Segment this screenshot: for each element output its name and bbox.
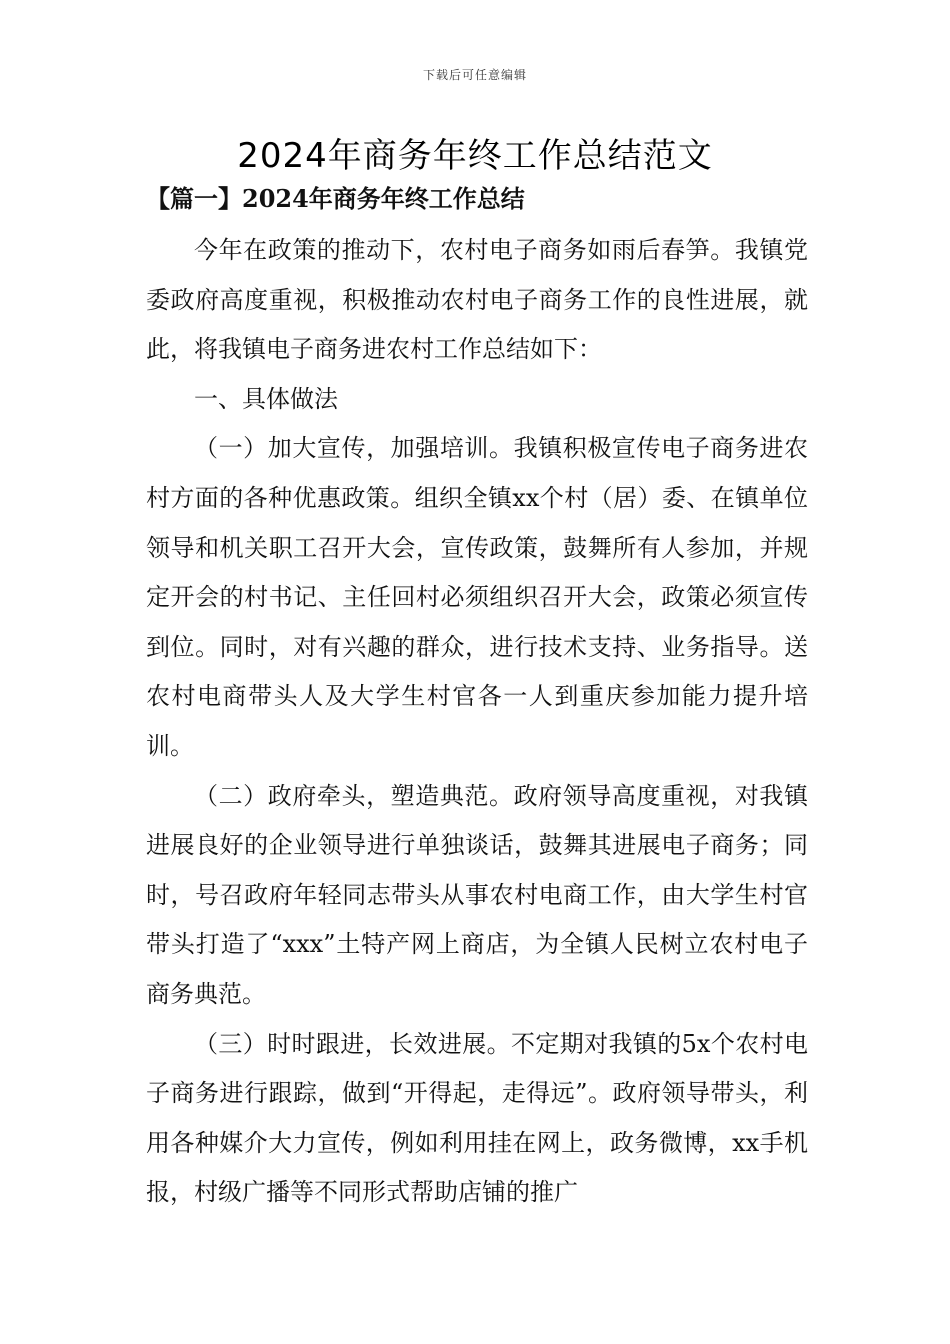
document-title: 2024年商务年终工作总结范文 bbox=[237, 136, 713, 176]
paragraph-item-2: （二）政府牵头，塑造典范。政府领导高度重视，对我镇进展良好的企业领导进行单独谈话，鼓舞其进展电子商务；同时，号召政府年轻同志带头从事农村电商工作，由大学生村官带头打造了“xxx”土特产网上商店，为全镇人民树立农村电子商务典范。 bbox=[146, 781, 808, 1008]
section-heading: 【篇一】2024年商务年终工作总结 bbox=[146, 184, 525, 213]
paragraph-subheading: 一、具体做法 bbox=[194, 384, 338, 413]
document-body bbox=[146, 226, 808, 1218]
paragraph-item-3: （三）时时跟进，长效进展。不定期对我镇的5x个农村电子商务进行跟踪，做到“开得起，走得远”。政府领导带头，利用各种媒介大力宣传，例如利用挂在网上，政务微博，xx手机报，村级广播等不同形式帮助店铺的推广 bbox=[146, 1029, 808, 1207]
page-header-note: 下载后可任意编辑 bbox=[422, 68, 527, 82]
paragraph-intro: 今年在政策的推动下，农村电子商务如雨后春笋。我镇党委政府高度重视，积极推动农村电子商务工作的良性进展，就此，将我镇电子商务进农村工作总结如下： bbox=[146, 236, 808, 364]
paragraph-item-1: （一）加大宣传，加强培训。我镇积极宣传电子商务进农村方面的各种优惠政策。组织全镇xx个村（居）委、在镇单位领导和机关职工召开大会，宣传政策，鼓舞所有人参加，并规定开会的村书记、主任回村必须组织召开大会，政策必须宣传到位。同时，对有兴趣的群众，进行技术支持、业务指导。送农村电商带头人及大学生村官各一人到重庆参加能力提升培训。 bbox=[146, 434, 808, 760]
